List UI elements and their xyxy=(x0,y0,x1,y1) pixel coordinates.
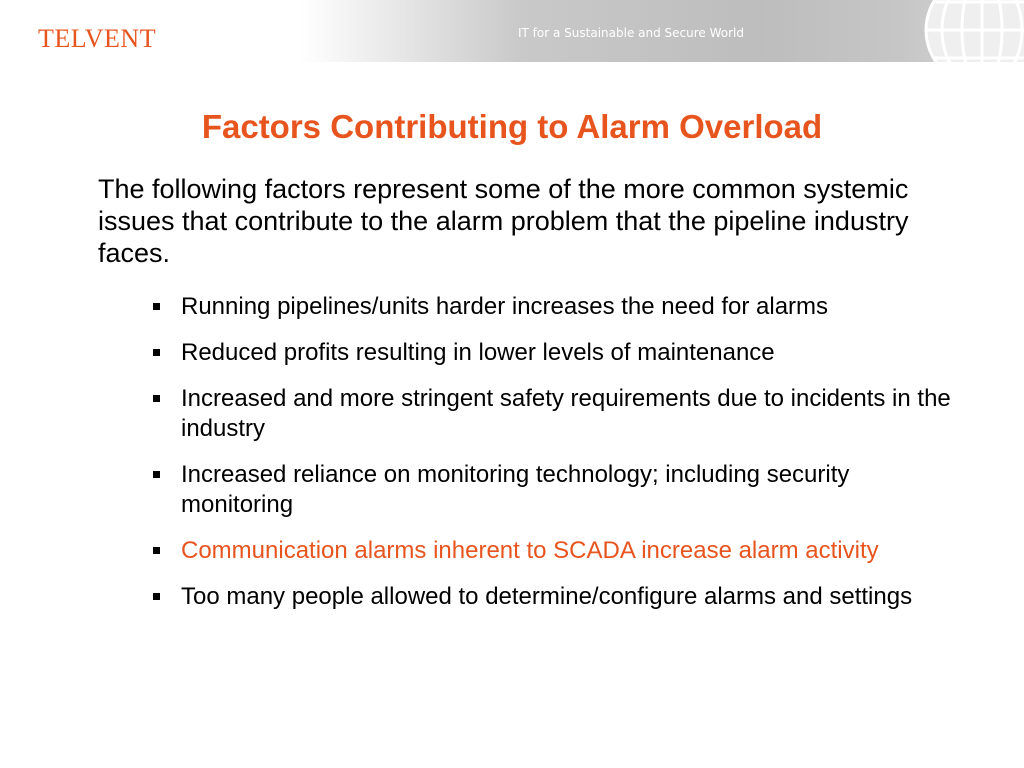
bullet-text: Communication alarms inherent to SCADA increase alarm activity xyxy=(181,537,879,564)
bullet-item xyxy=(150,384,960,444)
bullet-text: Too many people allowed to determine/configure alarms and settings xyxy=(181,583,913,610)
telvent-logo: TELVENT xyxy=(38,24,157,53)
bullet-item xyxy=(150,338,960,368)
bullet-square-icon xyxy=(153,547,160,554)
globe-icon xyxy=(922,0,1024,62)
bullet-item xyxy=(150,582,960,612)
bullet-text: Reduced profits resulting in lower levels of maintenance xyxy=(181,339,775,366)
intro-paragraph: The following factors represent some of the more common systemic issues that contribute to the alarm problem that the pipeline industry faces. xyxy=(98,174,909,268)
bullet-square-icon xyxy=(153,303,160,310)
bullet-item-highlighted xyxy=(150,536,960,566)
header-banner xyxy=(0,0,1024,62)
header-tagline: IT for a Sustainable and Secure World xyxy=(518,26,744,40)
slide-title: Factors Contributing to Alarm Overload xyxy=(201,108,823,145)
bullet-square-icon xyxy=(153,471,160,478)
bullet-list xyxy=(150,292,960,628)
bullet-item xyxy=(150,292,960,322)
bullet-square-icon xyxy=(153,593,160,600)
bullet-text: Running pipelines/units harder increases the need for alarms xyxy=(181,293,829,320)
bullet-item xyxy=(150,460,960,520)
bullet-text: Increased reliance on monitoring technology; including security monitoring xyxy=(181,461,850,518)
bullet-text: Increased and more stringent safety requirements due to incidents in the industry xyxy=(181,385,951,442)
bullet-square-icon xyxy=(153,349,160,356)
bullet-square-icon xyxy=(153,395,160,402)
